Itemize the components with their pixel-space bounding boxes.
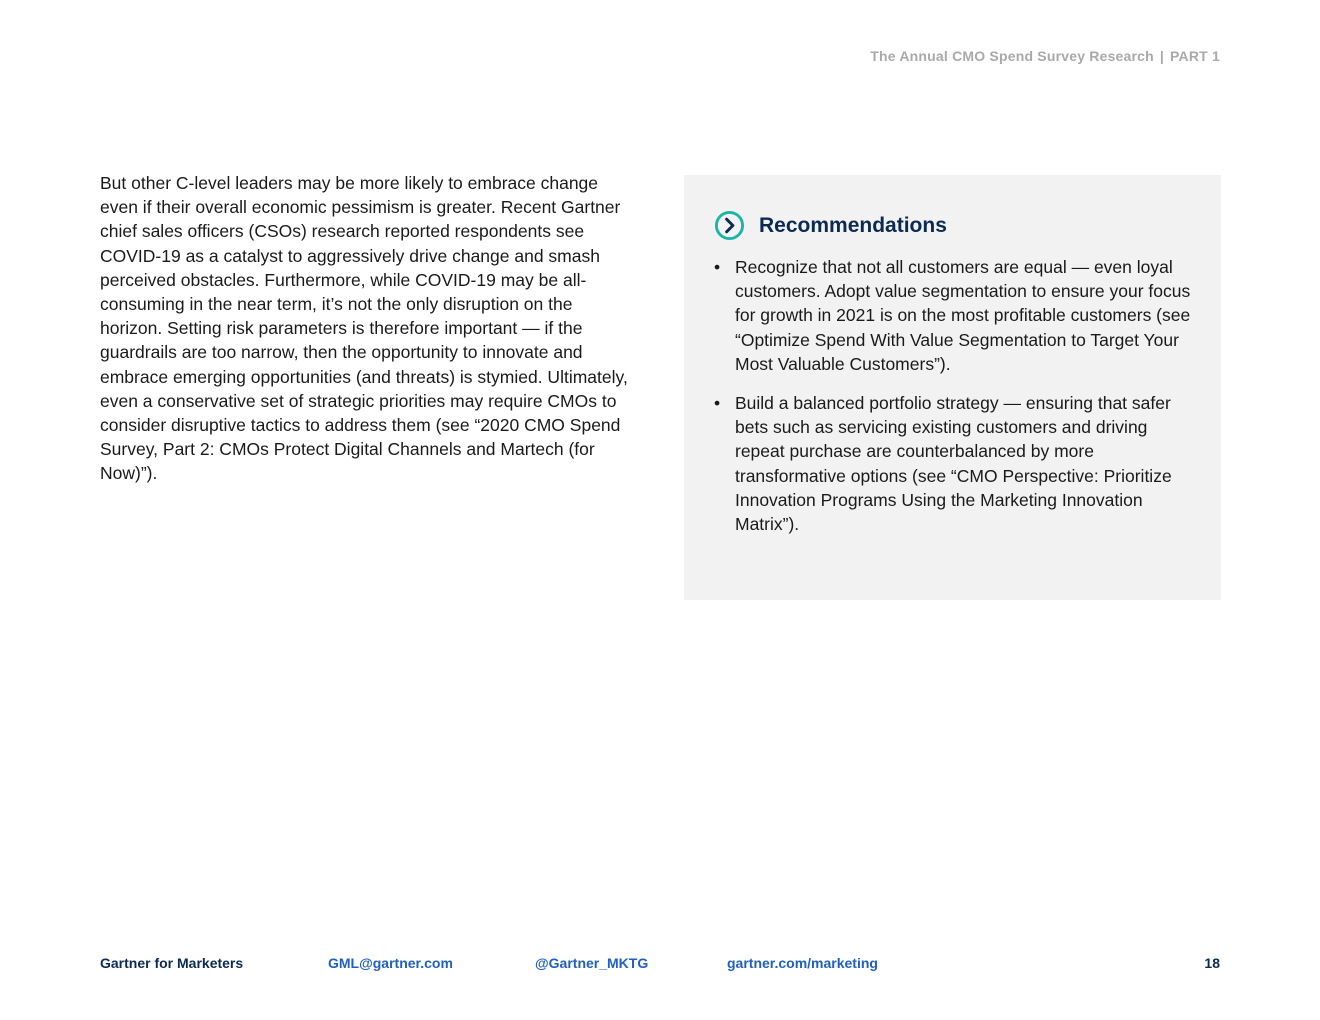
recommendations-title: Recommendations — [759, 213, 947, 237]
body-paragraph: But other C-level leaders may be more likely to embrace change even if their overall economic pessimism is greater. Recent Gartner chief sales officers (CSOs) research reported respondents see COVID-19 as a catalyst to aggressively drive change and smash perceived obstacles. Furthermore, while COVID-19 may be all-consuming in the near term, it’s not the only disruption on the horizon. Setting risk parameters is therefore important — if the guardrails are too narrow, then the opportunity to innovate and embrace emerging opportunities (and threats) is stymied. Ultimately, even a conservative set of strategic priorities may require CMOs to consider disruptive tactics to address them (see “2020 CMO Spend Survey, Part 2: CMOs Protect Digital Channels and Martech (for Now)”). — [100, 173, 628, 484]
running-header — [870, 48, 1220, 64]
footer-website-link[interactable]: gartner.com/marketing — [727, 955, 878, 971]
recommendations-heading — [714, 210, 947, 241]
page-number: 18 — [1204, 955, 1220, 971]
recommendations-box — [684, 175, 1221, 600]
bullet-marker: • — [714, 257, 721, 277]
recommendation-item — [714, 391, 1194, 536]
report-title: The Annual CMO Spend Survey Research — [870, 48, 1154, 64]
recommendations-list — [714, 255, 1194, 551]
footer-brand: Gartner for Marketers — [100, 955, 244, 971]
page-footer — [100, 955, 1220, 975]
report-part: PART 1 — [1170, 48, 1220, 64]
recommendation-text: Build a balanced portfolio strategy — ensuring that safer bets such as servicing existing customers and driving repeat purchase are counterbalanced by more transformative options (see “CMO Perspective: Prioritize Innovation Programs Using the Marketing Innovation Matrix”). — [735, 393, 1172, 535]
bullet-marker: • — [714, 393, 721, 414]
header-separator: | — [1159, 48, 1165, 64]
footer-email-link[interactable]: GML@gartner.com — [328, 955, 453, 971]
footer-twitter-link[interactable]: @Gartner_MKTG — [535, 955, 649, 971]
recommendation-item — [714, 255, 1194, 376]
chevron-right-circle-icon — [714, 210, 745, 241]
recommendation-text: Recognize that not all customers are equal — even loyal customers. Adopt value segmentation to ensure your focus for growth in 2021 is on the most profitable customers (see “Optimize Spend With Value Segmentation to Target Your Most Valuable Customers”). — [735, 257, 1191, 374]
